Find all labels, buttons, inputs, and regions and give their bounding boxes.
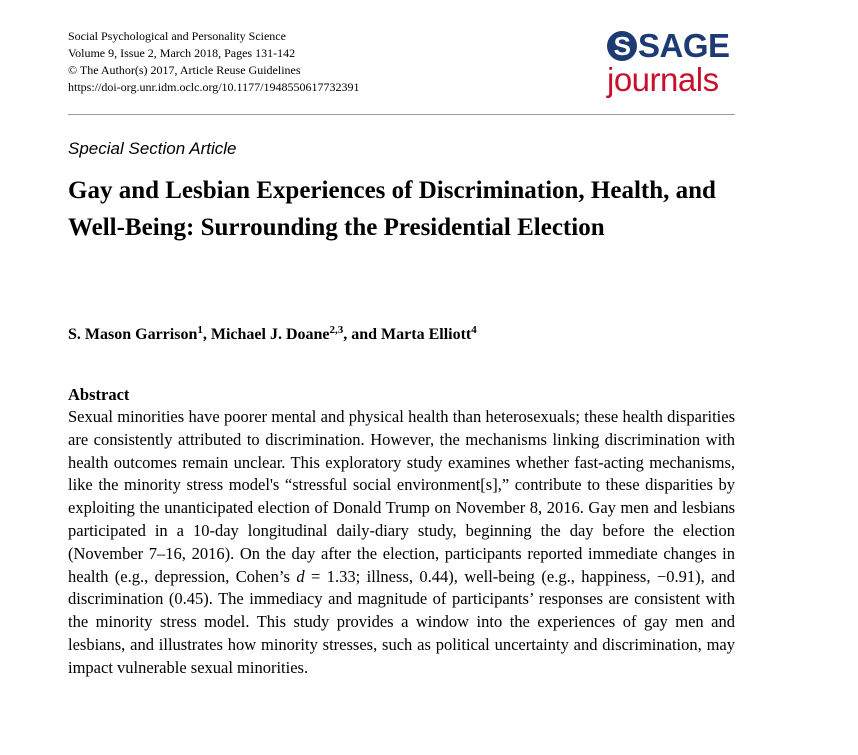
journal-name[interactable]: Social Psychological and Personality Science [68,29,286,43]
abstract-italic-symbol: d [296,566,305,586]
author-name[interactable]: Marta Elliott [381,326,472,343]
author-separator: , [202,326,211,343]
journal-issue: Volume 9, Issue 2, March 2018, Pages 131-142 [68,46,296,60]
abstract-text-part: Sexual minorities have poorer mental and physical health than heterosexuals; these health disparities are consistently attributed to discrimination. However, the mechanisms linking discrimination with health outcomes remain unclear. This exploratory study examines whether fast-acting mechanisms, like the minority stress model's “stressful social environment[s],” contribute to these disparities by exploiting the unanticipated election of Donald Trump on November 8, 2016. Gay men and lesbians participated in a 10-day longitudinal daily-diary study, beginning the day before the election (November 7–16, 2016). On the day after the election, participants reported immediate changes in health (e.g., depression, Cohen’s [68,407,735,586]
sage-s-icon: S [607,31,637,61]
author-affiliation[interactable]: 4 [471,324,477,336]
logo-sage-text: SAGE [638,27,730,64]
abstract-text-part: = 1.33; illness, 0.44), well-being (e.g., happiness, −0.91), and discrimination (0.45). The immediacy and magnitude of participants’ responses are consistent with the minority stress model. This study provides a window into the experiences of gay men and lesbians, and illustrates how minority stresses, such as political uncertainty and discrimination, may impact vulnerable sexual minorities. [68,566,735,677]
abstract-heading: Abstract [68,385,130,404]
journal-meta [68,28,488,96]
article-title: Gay and Lesbian Experiences of Discrimination, Health, and Well-Being: Surrounding the Presidential Election [68,177,716,241]
sage-journals-logo[interactable] [607,29,747,97]
abstract-text [68,406,735,680]
author-separator: , and [343,326,382,343]
author-affiliation[interactable]: 2,3 [329,324,344,336]
author-name[interactable]: Michael J. Doane [210,326,330,343]
author-affiliation[interactable]: 1 [197,324,203,336]
section-label: Special Section Article [68,139,237,158]
author-list [68,318,477,347]
doi-link[interactable]: https://doi-org.unr.idm.oclc.org/10.1177/1948550617732391 [68,80,360,94]
copyright-line[interactable]: © The Author(s) 2017, Article Reuse Guidelines [68,63,301,77]
header-divider [68,114,735,115]
logo-journals-text: journals [607,61,719,98]
author-name[interactable]: S. Mason Garrison [68,326,198,343]
